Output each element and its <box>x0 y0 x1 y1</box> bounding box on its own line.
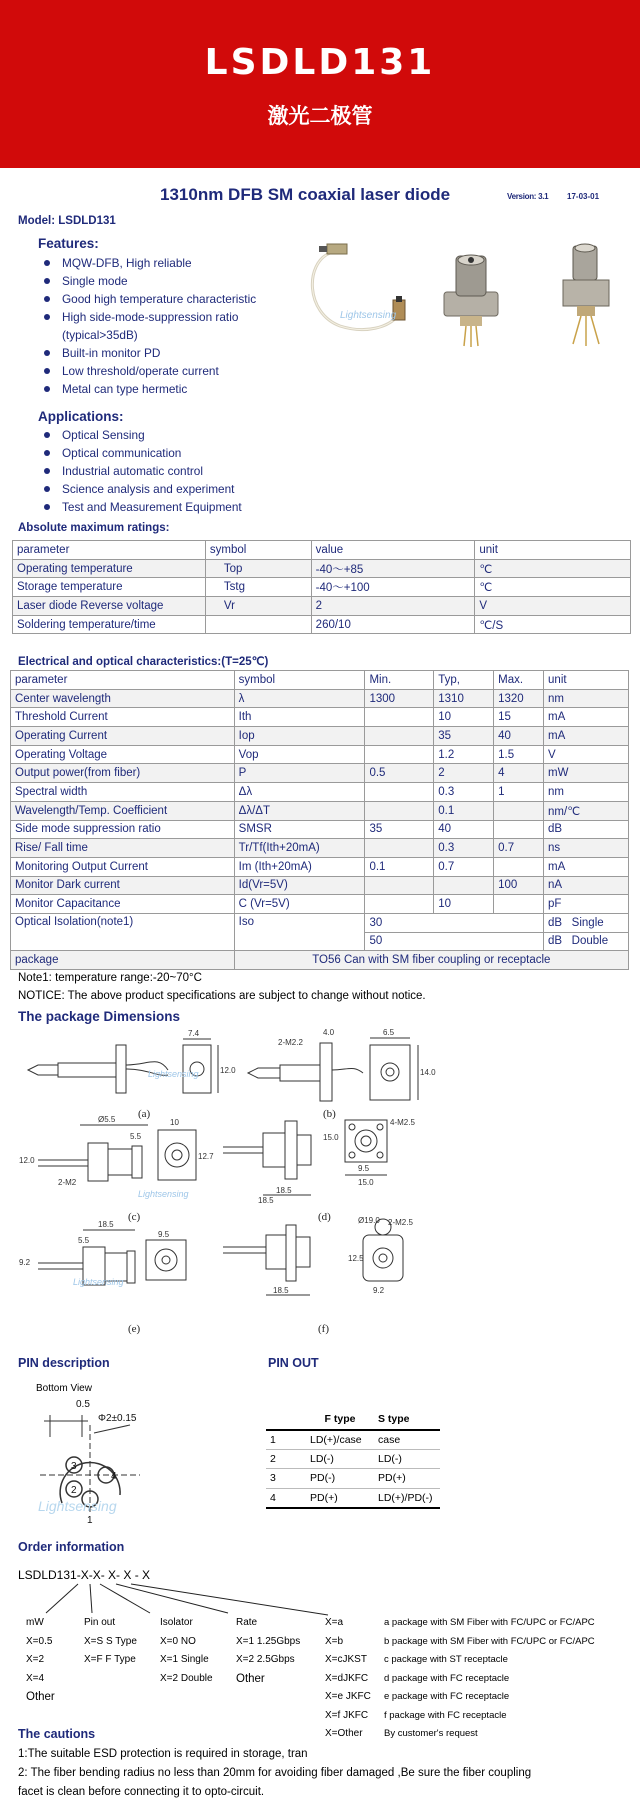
product-photo-st <box>555 240 617 350</box>
dim-value: 5.5 <box>78 1236 90 1245</box>
table-cell: dB Single <box>544 913 629 932</box>
order-option: X=0.5 <box>26 1635 53 1647</box>
table-cell: Im (Ith+20mA) <box>234 857 365 876</box>
table-cell: 3 <box>266 1469 306 1489</box>
order-option: X=1 1.25Gbps <box>236 1635 301 1647</box>
table-cell: Operating temperature <box>13 559 206 578</box>
order-option: X=S S Type <box>84 1635 137 1647</box>
order-col-isolator <box>160 1614 213 1688</box>
table-row <box>11 783 629 802</box>
drawing-label-c: (c) <box>128 1211 141 1223</box>
order-col-pinout <box>84 1614 137 1670</box>
table-cell: LD(-) <box>374 1449 440 1469</box>
order-col-title: mW <box>26 1617 44 1628</box>
dim-value: 12.7 <box>198 1152 214 1161</box>
header-cell: F type <box>306 1410 374 1430</box>
table-cell: -40～+85 <box>311 559 475 578</box>
table-cell <box>494 857 544 876</box>
feature-item: Built-in monitor PD <box>38 344 298 362</box>
table-cell: dB <box>544 820 629 839</box>
table-row <box>11 689 629 708</box>
table-row <box>266 1469 440 1489</box>
feature-item: Low threshold/operate current <box>38 362 298 380</box>
order-option: X=0 NO <box>160 1635 196 1647</box>
table-row <box>11 913 629 932</box>
table-cell: 0.1 <box>365 857 434 876</box>
table-row <box>11 895 629 914</box>
eo-table <box>10 670 629 970</box>
order-option: b package with SM Fiber with FC/UPC or FC/APC <box>384 1635 595 1647</box>
drawing-label-f: (f) <box>318 1323 329 1335</box>
feature-item: MQW-DFB, High reliable <box>38 254 298 272</box>
features-list <box>38 254 298 398</box>
table-cell <box>365 727 434 746</box>
table-cell: Spectral width <box>11 783 235 802</box>
cautions-heading: The cautions <box>18 1727 96 1741</box>
note1: Note1: temperature range:-20~70°C <box>18 972 202 984</box>
table-cell: Threshold Current <box>11 708 235 727</box>
order-option: By customer's request <box>384 1728 478 1739</box>
table-cell <box>365 839 434 858</box>
table-cell: Vr <box>205 597 311 616</box>
dim-value: 4-M2.5 <box>390 1118 415 1127</box>
table-cell: 2 <box>434 764 494 783</box>
table-cell: Δλ <box>234 783 365 802</box>
table-cell <box>365 876 434 895</box>
applications-list <box>38 426 318 516</box>
order-option: X=e JKFC <box>325 1691 371 1702</box>
table-cell <box>494 820 544 839</box>
table-cell: Tr/Tf(Ith+20mA) <box>234 839 365 858</box>
header-cell: Max. <box>494 671 544 690</box>
table-cell: nm <box>544 783 629 802</box>
dim-value: 14.0 <box>420 1068 436 1077</box>
header-cell: value <box>311 541 475 560</box>
dim-value: 18.5 <box>276 1186 292 1195</box>
table-row <box>11 764 629 783</box>
header-banner <box>0 0 640 168</box>
table-cell: 0.7 <box>434 857 494 876</box>
order-option: X=f JKFC <box>325 1709 369 1721</box>
dim-value: 10 <box>170 1118 179 1127</box>
table-cell: Optical Isolation(note1) <box>11 913 235 950</box>
order-col-package-desc <box>384 1614 595 1744</box>
dim-value: 5.5 <box>130 1132 142 1141</box>
header-cell: parameter <box>11 671 235 690</box>
table-cell: 1310 <box>434 689 494 708</box>
table-cell: Ith <box>234 708 365 727</box>
dim-value: 18.5 <box>98 1220 114 1229</box>
table-row <box>11 708 629 727</box>
table-cell <box>205 615 311 634</box>
dim-value: 12.0 <box>220 1066 236 1075</box>
drawing-label-e: (e) <box>128 1323 141 1335</box>
product-photo-receptacle <box>430 248 512 348</box>
caution-line-2: 2: The fiber bending radius no less than 20mm for avoiding fiber damaged ,Be sure the fiber coupling <box>18 1767 532 1779</box>
pin-number-3: 3 <box>71 1461 77 1472</box>
header-cell: unit <box>544 671 629 690</box>
table-cell: 35 <box>365 820 434 839</box>
doc-version: Version: 3.1 <box>507 192 549 201</box>
table-cell <box>434 876 494 895</box>
order-option: d package with FC receptacle <box>384 1672 510 1684</box>
pin-heading: PIN description <box>18 1356 110 1370</box>
application-item: Optical communication <box>38 444 318 462</box>
dim-value: 4.0 <box>323 1028 335 1037</box>
order-option: Other <box>26 1691 55 1703</box>
caution-line-1: 1:The suitable ESD protection is required in storage, tran <box>18 1748 308 1760</box>
order-option: X=a <box>325 1617 344 1628</box>
table-cell: 50 <box>365 932 544 951</box>
table-cell: ℃ <box>475 578 631 597</box>
doc-title: 1310nm DFB SM coaxial laser diode <box>160 185 451 204</box>
watermark-a: Lightsensing <box>148 1069 199 1079</box>
model-line: Model: LSDLD131 <box>18 215 116 227</box>
table-row <box>11 876 629 895</box>
table-cell: C (Vr=5V) <box>234 895 365 914</box>
table-cell: Top <box>205 559 311 578</box>
table-row <box>13 597 631 616</box>
table-cell <box>365 801 434 820</box>
table-cell: PD(-) <box>306 1469 374 1489</box>
table-cell: Laser diode Reverse voltage <box>13 597 206 616</box>
table-cell: Iso <box>234 913 365 950</box>
table-cell: 2 <box>311 597 475 616</box>
order-heading: Order information <box>18 1540 125 1554</box>
table-cell: mA <box>544 727 629 746</box>
dimension-drawings <box>18 1025 618 1345</box>
order-option: X=2 <box>26 1654 45 1665</box>
table-cell: 1320 <box>494 689 544 708</box>
order-option: c package with ST receptacle <box>384 1654 508 1665</box>
table-cell: LD(-) <box>306 1449 374 1469</box>
order-col-rate <box>236 1614 300 1688</box>
order-option: X=4 <box>26 1672 45 1684</box>
photo-watermark: Lightsensing <box>340 310 397 321</box>
table-cell: Center wavelength <box>11 689 235 708</box>
table-cell: Storage temperature <box>13 578 206 597</box>
table-cell: dB Double <box>544 932 629 951</box>
feature-item: Metal can type hermetic <box>38 380 298 398</box>
table-cell: Id(Vr=5V) <box>234 876 365 895</box>
notice: NOTICE: The above product specifications are subject to change without notice. <box>18 990 426 1002</box>
table-cell: 0.5 <box>365 764 434 783</box>
table-cell: Iop <box>234 727 365 746</box>
table-cell <box>365 895 434 914</box>
pin-dim-pitch: 0.5 <box>76 1399 90 1410</box>
table-cell <box>494 801 544 820</box>
watermark-c: Lightsensing <box>138 1189 189 1199</box>
dim-value: 15.0 <box>358 1178 374 1187</box>
caution-line-3: facet is clean before connecting it to opto-circuit. <box>18 1786 265 1798</box>
pin-number-4: 4 <box>111 1471 117 1482</box>
application-item: Industrial automatic control <box>38 462 318 480</box>
dim-value: 9.2 <box>19 1258 31 1267</box>
header-cell: parameter <box>13 541 206 560</box>
table-row <box>11 951 629 970</box>
order-col-title: Pin out <box>84 1617 116 1628</box>
table-cell <box>365 708 434 727</box>
doc-date: 17-03-01 <box>567 192 600 201</box>
table-cell: 4 <box>266 1488 306 1508</box>
dim-value: 2-M2.5 <box>388 1218 413 1227</box>
feature-item: Good high temperature characteristic <box>38 290 298 308</box>
table-cell: 40 <box>434 820 494 839</box>
banner-subtitle: 激光二极管 <box>267 104 373 128</box>
dim-value: 18.5 <box>273 1286 289 1295</box>
table-header-row <box>11 671 629 690</box>
dim-value: 12.5 <box>348 1254 364 1263</box>
table-cell: PD(+) <box>374 1469 440 1489</box>
pin-number-2: 2 <box>71 1485 77 1496</box>
table-row <box>11 857 629 876</box>
table-cell: 1 <box>494 783 544 802</box>
table-cell: Vop <box>234 745 365 764</box>
header-cell: unit <box>475 541 631 560</box>
drawing-label-b: (b) <box>323 1108 336 1120</box>
bottom-view-label: Bottom View <box>36 1383 92 1394</box>
table-cell: mA <box>544 857 629 876</box>
pinout-heading: PIN OUT <box>268 1356 319 1370</box>
table-cell: SMSR <box>234 820 365 839</box>
table-cell: mA <box>544 708 629 727</box>
table-cell: 0.3 <box>434 783 494 802</box>
table-header-row <box>13 541 631 560</box>
dim-value: 9.2 <box>373 1286 385 1295</box>
dim-value: 9.5 <box>158 1230 170 1239</box>
table-row <box>266 1449 440 1469</box>
banner-model: LSDLD131 <box>204 42 436 83</box>
table-cell: nm/℃ <box>544 801 629 820</box>
header-cell: S type <box>374 1410 440 1430</box>
table-cell: Operating Voltage <box>11 745 235 764</box>
table-cell: 10 <box>434 708 494 727</box>
table-row <box>11 745 629 764</box>
drawing-label-d: (d) <box>318 1211 331 1223</box>
table-cell: 15 <box>494 708 544 727</box>
pinout-table <box>266 1410 440 1509</box>
abs-max-table <box>12 540 631 634</box>
table-row <box>266 1488 440 1508</box>
header-cell <box>266 1410 306 1430</box>
table-row <box>11 820 629 839</box>
header-cell: symbol <box>205 541 311 560</box>
table-cell: ns <box>544 839 629 858</box>
table-row <box>13 559 631 578</box>
table-cell: Δλ/ΔT <box>234 801 365 820</box>
order-option: f package with FC receptacle <box>384 1709 507 1721</box>
order-option: X=2 2.5Gbps <box>236 1654 295 1665</box>
feature-item: Single mode <box>38 272 298 290</box>
dim-value: 12.0 <box>19 1156 35 1165</box>
table-cell: Monitor Capacitance <box>11 895 235 914</box>
table-cell: ℃ <box>475 559 631 578</box>
header-cell: Min. <box>365 671 434 690</box>
table-cell: Rise/ Fall time <box>11 839 235 858</box>
table-cell: V <box>475 597 631 616</box>
feature-item: (typical>35dB) <box>62 328 138 342</box>
table-cell: 1.5 <box>494 745 544 764</box>
table-cell <box>365 783 434 802</box>
dim-value: 15.0 <box>323 1133 339 1142</box>
table-cell: PD(+) <box>306 1488 374 1508</box>
table-cell <box>365 745 434 764</box>
eo-heading: Electrical and optical characteristics:(T=25℃) <box>18 656 269 668</box>
table-cell: 1 <box>266 1430 306 1450</box>
pin-dim-dia: Φ2±0.15 <box>98 1413 137 1424</box>
table-cell: Tstg <box>205 578 311 597</box>
order-col-mw <box>26 1614 55 1707</box>
table-cell: Monitor Dark current <box>11 876 235 895</box>
table-cell: 100 <box>494 876 544 895</box>
table-cell: Operating Current <box>11 727 235 746</box>
features-heading: Features: <box>38 236 99 251</box>
drawing-label-a: (a) <box>138 1108 151 1120</box>
order-option: X=2 Double <box>160 1672 213 1684</box>
table-cell: case <box>374 1430 440 1450</box>
table-cell: 1.2 <box>434 745 494 764</box>
order-option: X=b <box>325 1635 344 1647</box>
table-cell: Output power(from fiber) <box>11 764 235 783</box>
table-row <box>13 578 631 597</box>
table-row <box>11 801 629 820</box>
dim-value: 6.5 <box>383 1028 395 1037</box>
table-cell: Wavelength/Temp. Coefficient <box>11 801 235 820</box>
dims-heading: The package Dimensions <box>18 1009 181 1024</box>
table-cell: LD(+)/case <box>306 1430 374 1450</box>
table-cell: 0.3 <box>434 839 494 858</box>
product-photo-pigtail <box>305 238 415 348</box>
table-cell: 2 <box>266 1449 306 1469</box>
abs-max-heading: Absolute maximum ratings: <box>18 522 170 534</box>
order-option: a package with SM Fiber with FC/UPC or FC/APC <box>384 1617 595 1628</box>
table-cell: 10 <box>434 895 494 914</box>
table-cell: 30 <box>365 913 544 932</box>
table-cell: 35 <box>434 727 494 746</box>
dim-value: 2-M2.2 <box>278 1038 303 1047</box>
table-cell: nA <box>544 876 629 895</box>
order-connector-lines <box>18 1583 338 1617</box>
table-cell: LD(+)/PD(-) <box>374 1488 440 1508</box>
table-cell: TO56 Can with SM fiber coupling or receptacle <box>234 951 628 970</box>
table-cell: package <box>11 951 235 970</box>
order-option: e package with FC receptacle <box>384 1691 510 1702</box>
table-cell: -40～+100 <box>311 578 475 597</box>
feature-item: High side-mode-suppression ratio <box>38 308 298 326</box>
order-col-title: Rate <box>236 1617 258 1628</box>
order-option: X=F F Type <box>84 1654 136 1665</box>
table-row <box>13 615 631 634</box>
table-cell <box>494 895 544 914</box>
table-cell: mW <box>544 764 629 783</box>
table-cell: λ <box>234 689 365 708</box>
watermark-e: Lightsensing <box>73 1277 124 1287</box>
table-cell: ℃/S <box>475 615 631 634</box>
pin-watermark: Lightsensing <box>38 1498 117 1514</box>
dim-value: Ø19.0 <box>358 1216 380 1225</box>
order-col-title: Isolator <box>160 1617 193 1628</box>
table-header-row <box>266 1410 440 1430</box>
table-cell: P <box>234 764 365 783</box>
order-option: X=dJKFC <box>325 1672 369 1684</box>
table-cell: 4 <box>494 764 544 783</box>
table-cell: 1300 <box>365 689 434 708</box>
dim-value: 9.5 <box>358 1164 370 1173</box>
application-item: Test and Measurement Equipment <box>38 498 318 516</box>
application-item: Optical Sensing <box>38 426 318 444</box>
table-row <box>11 727 629 746</box>
table-cell: 0.1 <box>434 801 494 820</box>
table-row <box>266 1430 440 1450</box>
order-option: X=1 Single <box>160 1654 209 1665</box>
header-cell: symbol <box>234 671 365 690</box>
application-item: Science analysis and experiment <box>38 480 318 498</box>
order-option: X=cJKST <box>325 1654 367 1665</box>
order-col-package-codes <box>325 1614 371 1744</box>
table-row <box>11 839 629 858</box>
table-cell: 0.7 <box>494 839 544 858</box>
pin-diagram <box>30 1395 160 1525</box>
table-cell: 40 <box>494 727 544 746</box>
table-cell: 260/10 <box>311 615 475 634</box>
dim-value: 7.4 <box>188 1029 200 1038</box>
dim-value: Ø5.5 <box>98 1115 116 1124</box>
table-cell: Soldering temperature/time <box>13 615 206 634</box>
table-cell: V <box>544 745 629 764</box>
order-option: Other <box>236 1672 265 1685</box>
table-cell: Side mode suppression ratio <box>11 820 235 839</box>
table-cell: Monitoring Output Current <box>11 857 235 876</box>
dim-value: 2-M2 <box>58 1178 77 1187</box>
applications-heading: Applications: <box>38 409 124 424</box>
dim-value: 18.5 <box>258 1196 274 1205</box>
pin-number-1: 1 <box>87 1515 93 1525</box>
header-cell: Typ, <box>434 671 494 690</box>
table-cell: nm <box>544 689 629 708</box>
order-option: X=Other <box>325 1728 363 1739</box>
order-code: LSDLD131-X-X- X- X - X <box>18 1568 151 1582</box>
table-cell: pF <box>544 895 629 914</box>
